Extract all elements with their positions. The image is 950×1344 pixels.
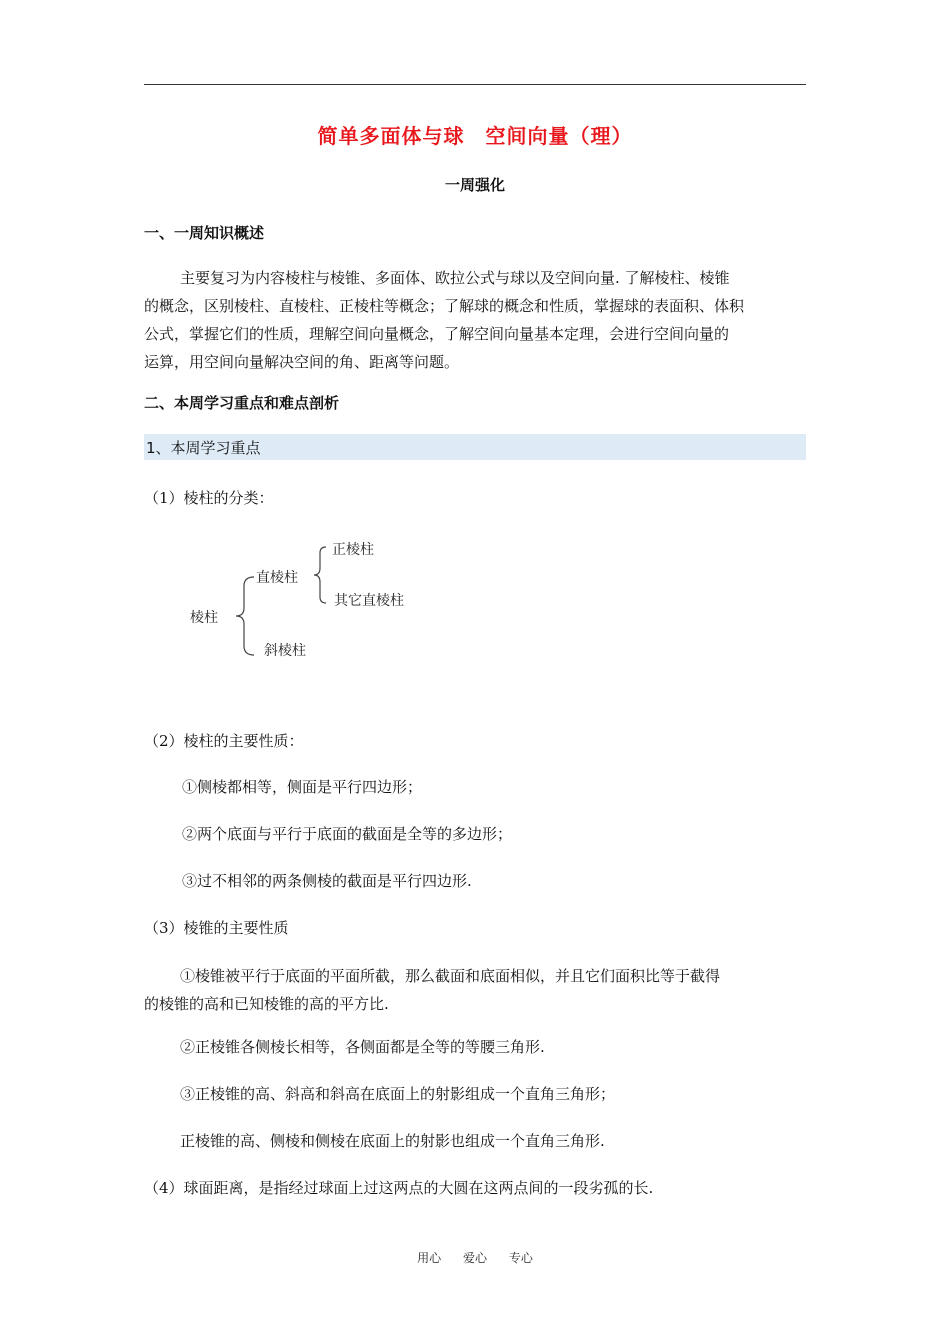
section1-heading: 一、一周知识概述	[144, 224, 265, 242]
paragraph-line: ①棱锥被平行于底面的平面所截，那么截面和底面相似，并且它们面积比等于截得	[180, 967, 721, 985]
item3-point: 正棱锥的高、侧棱和侧棱在底面上的射影也组成一个直角三角形.	[180, 1132, 605, 1150]
item2-point: ②两个底面与平行于底面的截面是全等的多边形；	[182, 825, 513, 843]
subsection-highlight-band	[144, 434, 806, 460]
paragraph-line: 运算，用空间向量解决空间的角、距离等问题。	[144, 353, 460, 371]
footer-word: 爱心	[462, 1251, 487, 1265]
header-rule	[144, 84, 806, 85]
outer-brace	[236, 577, 254, 655]
item3-point: ②正棱锥各侧棱长相等，各侧面都是全等的等腰三角形.	[180, 1038, 545, 1056]
diagram-branch-lower-label: 斜棱柱	[264, 643, 306, 659]
inner-brace	[314, 547, 326, 603]
diagram-branch-upper-label: 直棱柱	[256, 570, 298, 586]
section2-heading: 二、本周学习重点和难点剖析	[144, 394, 340, 412]
prism-classification-diagram	[180, 530, 440, 670]
item3-paragraph	[144, 962, 806, 1018]
paragraph-line: 公式，掌握它们的性质，理解空间向量概念，了解空间向量基本定理，会进行空间向量的	[144, 325, 730, 343]
document-subtitle: 一周强化	[444, 176, 505, 194]
item2-point: ①侧棱都相等，侧面是平行四边形；	[182, 778, 423, 796]
item1-heading: （1）棱柱的分类：	[144, 489, 274, 507]
footer-word: 用心	[417, 1251, 442, 1265]
item2-point: ③过不相邻的两条侧棱的截面是平行四边形.	[182, 872, 472, 890]
diagram-leaf-upper-2-label: 其它直棱柱	[334, 593, 404, 609]
paragraph-line: 的棱锥的高和已知棱锥的高的平方比.	[144, 995, 389, 1013]
item4-text: （4）球面距离，是指经过球面上过这两点的大圆在这两点间的一段劣孤的长.	[144, 1179, 654, 1197]
paragraph-line: 主要复习为内容棱柱与棱锥、多面体、欧拉公式与球以及空间向量. 了解棱柱、棱锥	[180, 269, 730, 287]
footer-word: 专心	[508, 1251, 533, 1265]
item2-heading: （2）棱柱的主要性质：	[144, 732, 304, 750]
item3-point: ③正棱锥的高、斜高和斜高在底面上的射影组成一个直角三角形；	[180, 1085, 616, 1103]
document-title: 简单多面体与球 空间向量（理）	[317, 124, 633, 148]
item3-heading: （3）棱锥的主要性质	[144, 919, 289, 937]
page-footer	[0, 1249, 950, 1266]
subsection-heading: 1、本周学习重点	[146, 439, 261, 457]
diagram-root-label: 棱柱	[190, 610, 218, 626]
paragraph-line: 的概念，区别棱柱、直棱柱、正棱柱等概念；了解球的概念和性质，掌握球的表面积、体积	[144, 297, 745, 315]
diagram-leaf-upper-1-label: 正棱柱	[332, 542, 374, 558]
section1-paragraph	[144, 264, 806, 376]
